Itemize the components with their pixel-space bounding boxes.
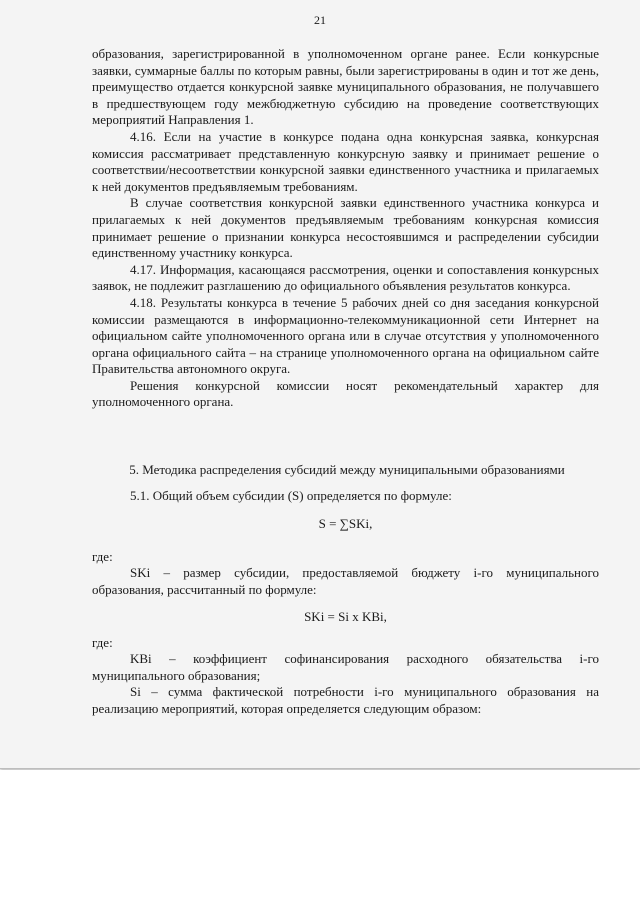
page-number: 21 [314,13,326,27]
paragraph-4-17: 4.17. Информация, касающаяся рассмотрения, оценки и сопоставления конкурсных заявок, не подлежит разглашению до официального объявления результатов конкурса. [92,261,599,294]
paragraph-4-18: 4.18. Результаты конкурса в течение 5 рабочих дней со дня заседания конкурсной комиссии размещаются в информационно-телекоммуникационной сети Интернет на официальном сайте уполномоченного органа или в случае отсутствия у уполномоченного органа официального сайта – на странице уполномоченного органа на официальном сайте Правительства автономного округа. [92,294,599,377]
body-text-block [92,46,599,411]
paragraph-recommendations: Решения конкурсной комиссии носят рекомендательный характер для уполномоченного органа. [92,377,599,410]
definitions-block [92,651,599,717]
paragraph-single-participant: В случае соответствия конкурсной заявки единственного участника конкурса и прилагаемых к ней документов предъявляемым требованиям конкурсная комиссия принимает решение о признании конкурса несостоявшимся и распределении субсидии единственному участнику конкурса. [92,195,599,261]
where-label-2: где: [92,635,113,650]
section-heading: 5. Методика распределения субсидий между муниципальными образованиями [129,462,565,477]
paragraph-4-16: 4.16. Если на участие в конкурсе подана одна конкурсная заявка, конкурсная комиссия рассматривает представленную конкурсную заявку и принимает решение о соответствии/несоответствии конкурсной заявки единственного участника и прилагаемых к ней документов предъявляемым требованиям. [92,128,599,194]
paragraph-continuation: образования, зарегистрированной в уполномоченном органе ранее. Если конкурсные заявки, суммарные баллы по которым равны, были зарегистрированы в один и тот же день, преимущество отдается конкурсной заявке муниципального образования, не получавшего в предшествующем году межбюджетную субсидию на проведение соответствующих мероприятий Направления 1. [92,46,599,128]
blank-area [0,770,640,905]
section-5-1 [92,488,599,505]
kbi-definition: KBi – коэффициент софинансирования расходного обязательства i-го муниципального образования; [92,651,599,683]
ski-definition-block [92,565,599,598]
paragraph-5-1: 5.1. Общий объем субсидии (S) определяется по формуле: [130,488,452,503]
formula-total: S = ∑SKi, [318,516,373,531]
where-label-1: где: [92,549,113,564]
si-definition: Si – сумма фактической потребности i-го муниципального образования на реализацию мероприятий, которая определяется следующим образом: [92,684,599,716]
formula-ski: SKi = Si x KBi, [304,609,387,624]
ski-definition: SKi – размер субсидии, предоставляемой бюджету i-го муниципального образования, рассчитанный по формуле: [92,565,599,597]
